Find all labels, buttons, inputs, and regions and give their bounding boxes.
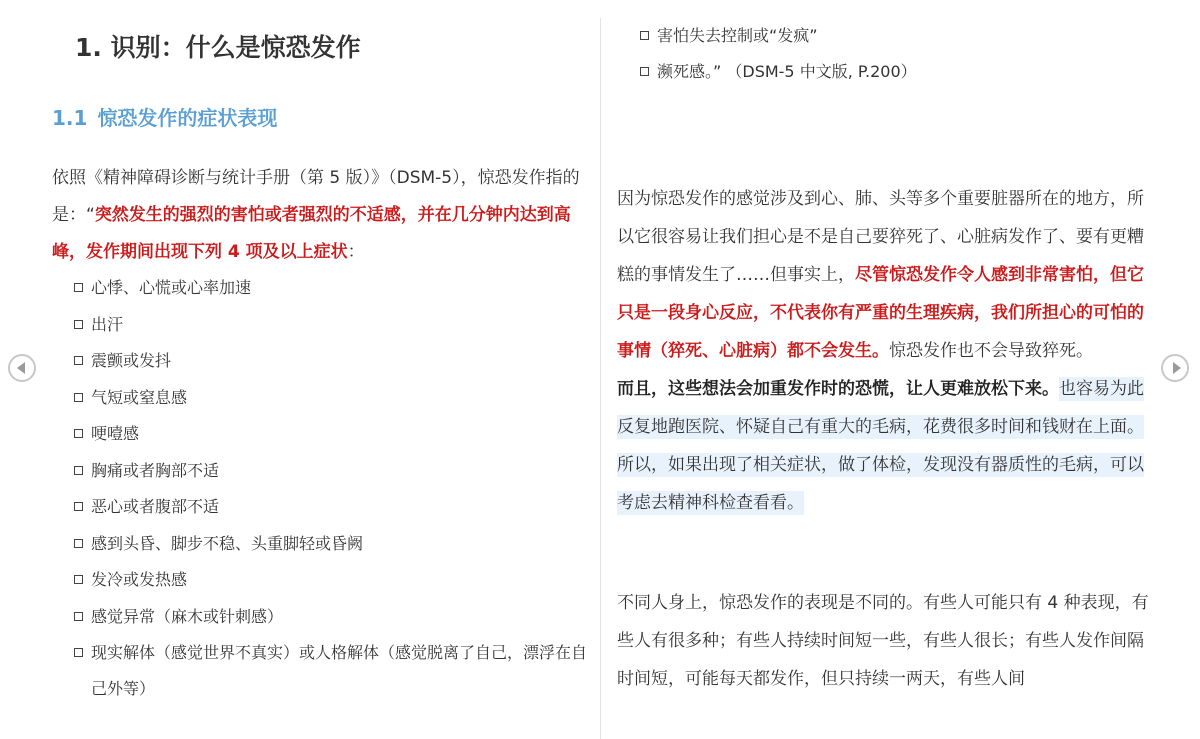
symptom-text: 震颤或发抖: [91, 351, 172, 370]
checkbox-icon: [74, 502, 83, 511]
symptom-text: 出汗: [91, 314, 124, 334]
list-item: [74, 453, 594, 490]
checkbox-icon: [74, 575, 83, 584]
chevron-left-icon: [17, 362, 25, 374]
symptom-text: 恶心或者腹部不适: [91, 497, 220, 516]
list-item: [74, 416, 594, 453]
checkbox-icon: [74, 283, 83, 292]
symptom-text: 气短或窒息感: [91, 387, 188, 407]
checkbox-icon: [74, 356, 83, 365]
checkbox-icon: [74, 429, 83, 438]
symptom-text: 感觉异常（麻木或针刺感）: [91, 606, 284, 626]
checkbox-icon: [640, 31, 649, 40]
symptom-list: [74, 270, 594, 707]
intro-paragraph: [52, 160, 582, 271]
intro-lead: 依照《精神障碍诊断与统计手册（第 5 版）》（DSM-5），惊恐发作指的是：“: [52, 168, 580, 225]
highlighted-text: 也容易为此反复地跑医院、怀疑自己有重大的毛病，花费很多时间和钱财在上面。所以，如果出现了相关症状，做了体检，发现没有器质性的毛病，可以考虑去精神科检查看看。: [617, 379, 1144, 513]
section-heading: 1. 识别：什么是惊恐发作: [75, 33, 361, 62]
prev-page-button[interactable]: [8, 354, 36, 382]
symptom-text: 哽噎感: [91, 424, 140, 443]
right-page: [601, 0, 1200, 739]
list-item: [74, 526, 594, 563]
explanation-paragraph: [617, 180, 1157, 522]
paragraph-text: 惊恐发作也不会导致猝死。: [889, 341, 1093, 361]
list-item: [74, 270, 594, 307]
list-item: [74, 307, 594, 344]
variation-paragraph: 不同人身上，惊恐发作的表现是不同的。有些人可能只有 4 种表现，有些人有很多种；有些人持续时间短一些，有些人很长；有些人发作间隔时间短，可能每天都发作，但只持续一两天，有些人间: [617, 593, 1149, 689]
paragraph-text: 因为惊恐发作的感觉涉及到心、肺、头等多个重要脏器所在的地方，所以它很容易让我们担心是不是自己要猝死了、心脏病发作了、要有更糟糕的事情发生了……但事实上，: [617, 189, 1144, 285]
list-item: [74, 343, 594, 380]
symptom-text: 发冷或发热感: [91, 570, 188, 589]
symptom-text: 濒死感。” （DSM-5 中文版, P.200）: [657, 62, 917, 81]
checkbox-icon: [640, 67, 649, 76]
checkbox-icon: [74, 466, 83, 475]
intro-tail: ：: [347, 242, 365, 262]
list-item: [74, 599, 594, 636]
list-item: [74, 562, 594, 599]
list-item: [74, 380, 594, 417]
subsection-title: 惊恐发作的症状表现: [97, 106, 278, 130]
subsection-heading: [52, 102, 277, 131]
symptom-text: 心悸、心慌或心率加速: [91, 278, 252, 297]
symptom-text: 现实解体（感觉世界不真实）或人格解体（感觉脱离了自己，漂浮在自己外等）: [91, 643, 588, 698]
next-page-button[interactable]: [1161, 354, 1189, 382]
symptom-text: 感到头昏、脚步不稳、头重脚轻或昏阙: [91, 533, 364, 553]
list-item: [74, 489, 594, 526]
symptom-text: 胸痛或者胸部不适: [91, 460, 220, 480]
continued-symptom-list: [640, 18, 917, 90]
checkbox-icon: [74, 648, 83, 657]
intro-highlight: 突然发生的强烈的害怕或者强烈的不适感，并在几分钟内达到高峰，发作期间出现下列 4 项及以上症状: [52, 205, 571, 262]
checkbox-icon: [74, 393, 83, 402]
list-item: [640, 18, 917, 54]
checkbox-icon: [74, 539, 83, 548]
checkbox-icon: [74, 612, 83, 621]
chevron-right-icon: [1173, 362, 1181, 374]
bold-text: 而且，这些想法会加重发作时的恐慌，让人更难放松下来。: [617, 379, 1059, 399]
symptom-text: 害怕失去控制或“发疯”: [657, 26, 818, 45]
checkbox-icon: [74, 320, 83, 329]
emphasis-text: 尽管惊恐发作令人感到非常害怕，但它只是一段身心反应，不代表你有严重的生理疾病，我们所担心的可怕的事情（猝死、心脏病）都不会发生。: [617, 265, 1144, 361]
list-item: [74, 635, 594, 707]
list-item: [640, 54, 917, 90]
subsection-number: 1.1: [52, 106, 88, 130]
